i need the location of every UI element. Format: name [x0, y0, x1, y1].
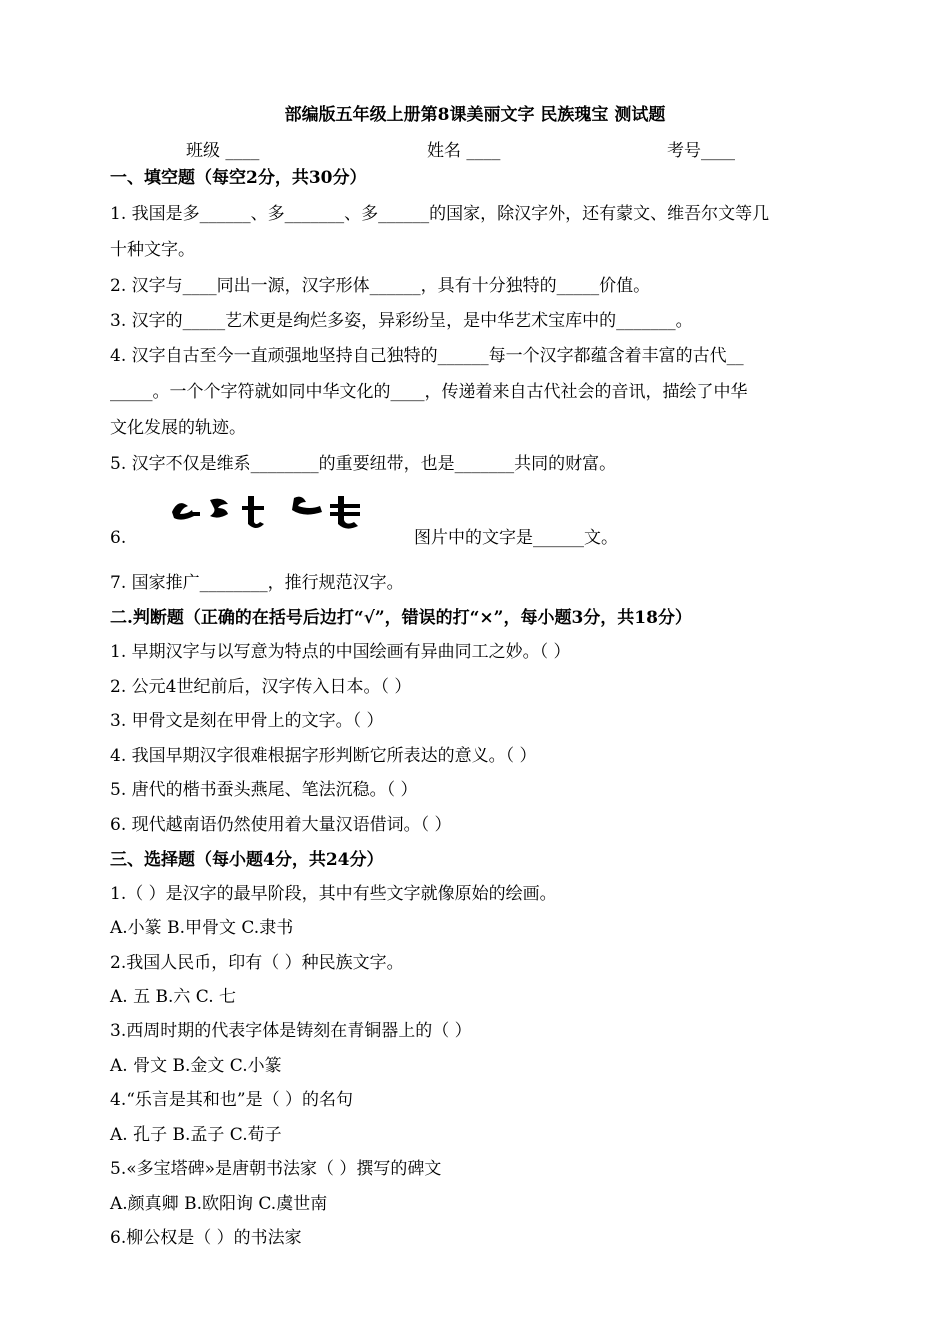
- choice-question: 2.我国人民币，印有（ ）种民族文字。: [110, 953, 404, 973]
- choice-question: 6.柳公权是（ ）的书法家: [110, 1228, 302, 1248]
- section1-heading: 一、填空题（每空2分，共30分）: [110, 168, 367, 188]
- choice-options: A.颜真卿 B.欧阳询 C.虞世南: [110, 1194, 328, 1214]
- choice-options: A. 五 B.六 C. 七: [110, 987, 236, 1007]
- choice-question: 3.西周时期的代表字体是铸刻在青铜器上的（ ）: [110, 1021, 472, 1041]
- class-field: 班级 ____: [186, 141, 260, 161]
- fill-question-7: 7. 国家推广________，推行规范汉字。: [110, 573, 404, 593]
- fill-question-3: 3. 汉字的_____艺术更是绚烂多姿，异彩纷呈，是中华艺术宝库中的_______。: [110, 311, 693, 331]
- section3-heading: 三、选择题（每小题4分，共24分）: [110, 850, 384, 870]
- fill-question-5: 5. 汉字不仅是维系________的重要纽带，也是_______共同的财富。: [110, 454, 617, 474]
- judge-question: 2. 公元4世纪前后，汉字传入日本。（ ）: [110, 677, 412, 697]
- name-field: 姓名 ____: [427, 141, 501, 161]
- judge-question: 4. 我国早期汉字很难根据字形判断它所表达的意义。（ ）: [110, 746, 537, 766]
- judge-question: 3. 甲骨文是刻在甲骨上的文字。（ ）: [110, 711, 384, 731]
- judge-question: 1. 早期汉字与以写意为特点的中国绘画有异曲同工之妙。（ ）: [110, 642, 571, 662]
- fill-question-4c: 文化发展的轨迹。: [110, 418, 246, 438]
- choice-question: 5.«多宝塔碑»是唐朝书法家（ ）撰写的碑文: [110, 1159, 442, 1179]
- judge-question: 6. 现代越南语仍然使用着大量汉语借词。（ ）: [110, 815, 452, 835]
- choice-options: A. 孔子 B.孟子 C.荀子: [110, 1125, 282, 1145]
- fill-question-4b: _____。一个个字符就如同中华文化的____，传递着来自古代社会的音讯，描绘了中华: [110, 382, 748, 402]
- fill-question-1b: 十种文字。: [110, 240, 195, 260]
- fill-question-1a: 1. 我国是多______、多_______、多______的国家，除汉字外，还有蒙文、维吾尔文等几: [110, 204, 770, 224]
- judge-question: 5. 唐代的楷书蚕头燕尾、笔法沉稳。（ ）: [110, 780, 418, 800]
- choice-options: A. 骨文 B.金文 C.小篆: [110, 1056, 282, 1076]
- mongolian-script-image: [170, 492, 370, 530]
- fill-question-6: 图片中的文字是______文。: [414, 528, 618, 548]
- choice-question: 4.“乐言是其和也”是（ ）的名句: [110, 1090, 354, 1110]
- section2-heading: 二.判断题（正确的在括号后边打“√”，错误的打“×”，每小题3分，共18分）: [110, 608, 692, 628]
- choice-question: 1.（ ）是汉字的最早阶段，其中有些文字就像原始的绘画。: [110, 884, 557, 904]
- fill-question-2: 2. 汉字与____同出一源，汉字形体______，具有十分独特的_____价值。: [110, 276, 651, 296]
- page-title: 部编版五年级上册第8课美丽文字 民族瑰宝 测试题: [284, 105, 666, 125]
- fill-question-4a: 4. 汉字自古至今一直顽强地坚持自己独特的______每一个汉字都蕴含着丰富的古代__: [110, 346, 744, 366]
- fill-question-6-number: 6.: [110, 528, 127, 548]
- number-field: 考号____: [667, 141, 735, 161]
- choice-options: A.小篆 B.甲骨文 C.隶书: [110, 918, 294, 938]
